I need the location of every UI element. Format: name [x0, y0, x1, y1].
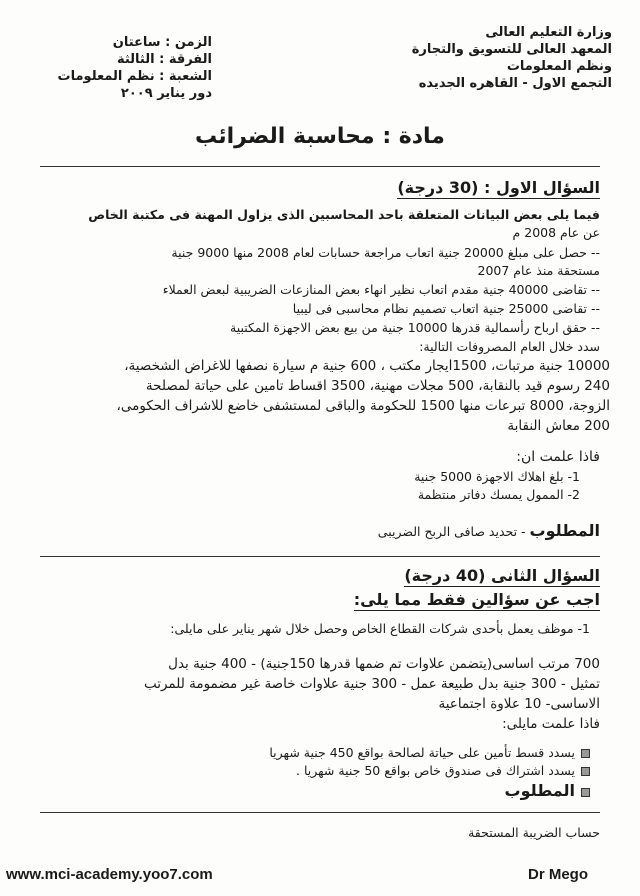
- divider: [40, 556, 600, 557]
- q1-required: [30, 522, 600, 541]
- q2-required-text: حساب الضريبة المستحقة: [468, 825, 600, 840]
- q1-item: -- حقق ارباح رأسمالية قدرها 10000 جنية من بيع بعض الاجهزة المكتبية: [230, 320, 600, 335]
- q2-instruction: اجب عن سؤالين فقط مما يلى:: [353, 590, 600, 609]
- ministry-line: وزارة التعليم العالى: [485, 25, 612, 40]
- institute-line-2: ونظم المعلومات: [506, 59, 612, 74]
- divider: [40, 812, 600, 813]
- q1-item: -- حصل على مبلغ 20000 جنية اتعاب مراجعة حسابات لعام 2008 منها 9000 جنية: [171, 245, 600, 260]
- expense-line: 240 رسوم قيد بالنقابة، 500 مجلات مهنية، 3500 اقساط تامين على حياتة لمصلحة: [145, 378, 610, 394]
- q1-intro: فيما يلى بعض البيانات المتعلقة باحد المحاسبين الذى يزاول المهنة فى مكتبة الخاص: [88, 207, 600, 222]
- q2-bullet: يسدد قسط تأمين على حياتة لصالحة بواقع 450 جنية شهريا: [20, 744, 590, 762]
- q1-intro-year: عن عام 2008 م: [512, 225, 600, 240]
- exam-department: الشعبة : نظم المعلومات: [57, 69, 212, 84]
- q1-item: -- تقاضى 25000 جنية اتعاب تصميم نظام محاسبى فى ليبيا: [292, 301, 600, 316]
- required-text: - تحديد صافى الربح الضريبى: [377, 524, 530, 539]
- footer-website: www.mci-academy.yoo7.com: [6, 866, 213, 883]
- exam-info-header: [52, 34, 212, 102]
- exam-duration: الزمن : ساعتان: [112, 35, 212, 50]
- given-item: 2- الممول يمسك دفاتر منتظمة: [417, 487, 580, 502]
- square-bullet-icon: [581, 767, 590, 776]
- required-label: المطلوب: [529, 521, 600, 540]
- footer-author: Dr Mego: [528, 866, 588, 883]
- expense-line: الزوجة، 8000 تبرعات منها 1500 للحكومة والباقى لمستشفى خاضع للاشراف الحكومى،: [116, 398, 610, 414]
- square-bullet-icon: [581, 788, 590, 797]
- q2-details: [30, 654, 600, 734]
- question-1-title: السؤال الاول : (30 درجة): [397, 178, 600, 197]
- exam-year: الفرقة : الثالثة: [116, 52, 212, 67]
- given-item: 1- بلغ اهلاك الاجهزة 5000 جنية: [414, 469, 580, 484]
- detail-line: تمثيل - 300 جنية بدل طبيعة عمل - 300 جنية علاوات خاصة غير مضمومة للمرتب: [143, 676, 600, 692]
- institution-header: [392, 24, 612, 92]
- q2-required: المطلوب: [20, 782, 590, 801]
- exam-session: دور يناير ٢٠٠٩: [120, 86, 212, 101]
- campus-line: التجمع الاول - القاهره الجديده: [418, 76, 612, 91]
- detail-line: فاذا علمت مايلى:: [502, 716, 600, 732]
- expense-line: 200 معاش النقابة: [507, 418, 610, 434]
- question-2-title: السؤال الثانى (40 درجة): [404, 566, 600, 585]
- detail-line: 700 مرتب اساسى(يتضمن علاوات تم ضمها قدرها 150جنية) - 400 جنية بدل: [168, 656, 600, 672]
- expenses-list: [20, 356, 610, 436]
- square-bullet-icon: [581, 749, 590, 758]
- given-title: فاذا علمت ان:: [516, 449, 600, 465]
- q1-item: -- تقاضى 40000 جنية مقدم اتعاب نظير انهاء بعض المنازعات الضريبية لبعض العملاء: [162, 282, 600, 297]
- detail-line: الاساسى- 10 علاوة اجتماعية: [438, 696, 600, 712]
- subject-title: مادة : محاسبة الضرائب: [195, 124, 445, 149]
- q1-item: مستحقة منذ عام 2007: [477, 263, 600, 278]
- q2-bullet: يسدد اشتراك فى صندوق خاص بواقع 50 جنية شهريا .: [20, 762, 590, 780]
- expense-line: 10000 جنية مرتبات، 1500ايجار مكتب ، 600 جنية م سيارة نصفها للاغراض الشخصية،: [124, 358, 610, 374]
- institute-line: المعهد العالى للتسويق والتجارة: [411, 42, 612, 57]
- q2-case: 1- موظف يعمل بأحدى شركات القطاع الخاص وحصل خلال شهر يناير على مايلى:: [170, 621, 590, 636]
- expenses-title: سدد خلال العام المصروفات التالية:: [419, 339, 600, 354]
- divider: [40, 166, 600, 167]
